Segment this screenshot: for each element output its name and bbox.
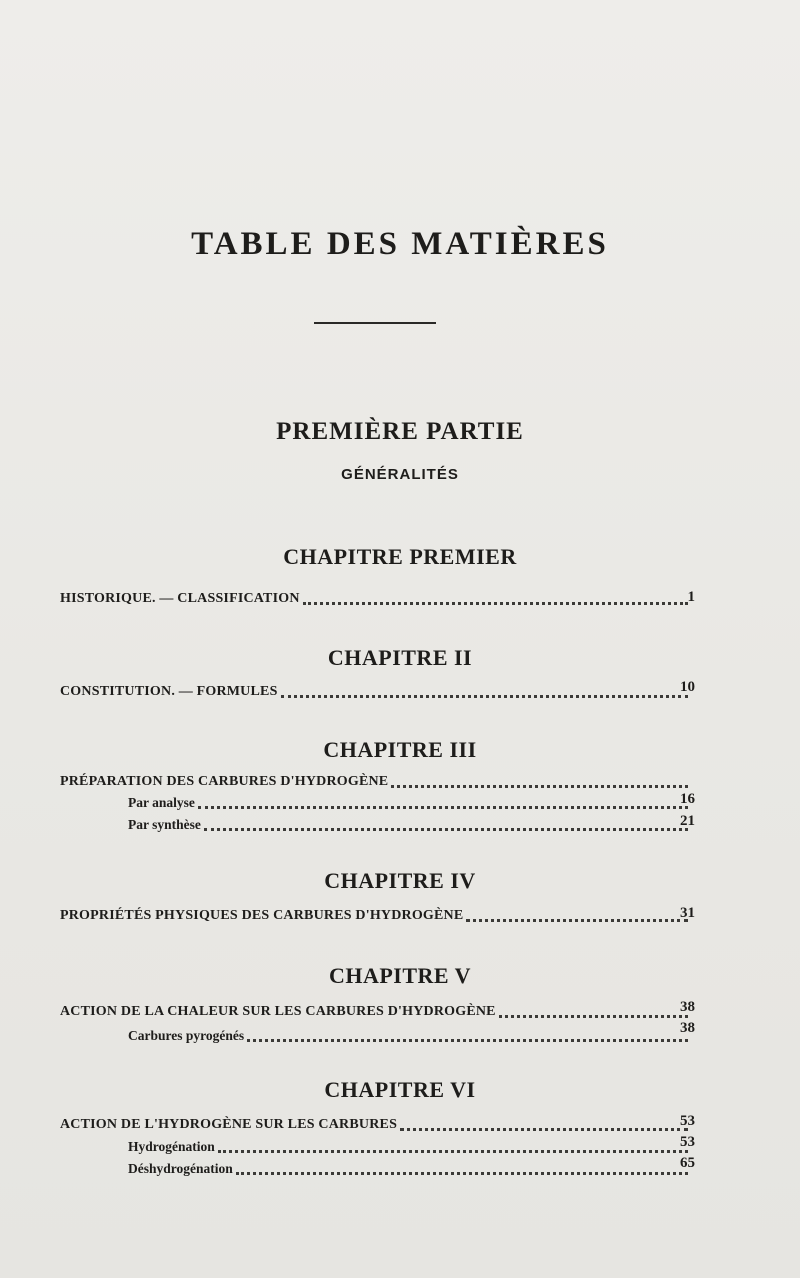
toc-entry [60, 683, 692, 701]
toc-entry-label: ACTION DE LA CHALEUR SUR LES CARBURES D'HYDROGÈNE [60, 1004, 496, 1019]
dot-leader [499, 1015, 688, 1018]
toc-entry [128, 1138, 692, 1156]
dot-leader [281, 695, 688, 698]
toc-entry [60, 590, 692, 608]
dot-leader [400, 1128, 688, 1131]
title-divider [314, 322, 436, 324]
toc-page-number: 53 [680, 1134, 695, 1150]
toc-page-number: 53 [680, 1113, 695, 1129]
toc-entry [128, 1160, 692, 1178]
part-subtitle: GÉNÉRALITÉS [341, 466, 459, 483]
toc-page-number: 21 [680, 813, 695, 829]
toc-page-number: 16 [680, 791, 695, 807]
toc-entry-label: CONSTITUTION. — FORMULES [60, 684, 278, 699]
chapter-title-2: CHAPITRE II [327, 645, 473, 670]
dot-leader [236, 1172, 688, 1175]
toc-entry-label: Par analyse [128, 795, 195, 810]
toc-entry-label: PROPRIÉTÉS PHYSIQUES DES CARBURES D'HYDROGÈNE [60, 908, 464, 923]
part-title: PREMIÈRE PARTIE [276, 418, 524, 445]
toc-page-number: 65 [680, 1155, 695, 1171]
toc-entry [60, 1003, 692, 1021]
dot-leader [204, 828, 688, 831]
dot-leader [466, 919, 688, 922]
chapter-title-3: CHAPITRE III [323, 737, 477, 762]
chapter-title-6: CHAPITRE VI [324, 1077, 476, 1102]
toc-entry-label: HISTORIQUE. — CLASSIFICATION [60, 591, 300, 606]
toc-page-number: 38 [680, 999, 695, 1015]
toc-entry [60, 1116, 692, 1134]
chapter-title-4: CHAPITRE IV [324, 868, 476, 893]
dot-leader [391, 785, 688, 788]
toc-page-number: 10 [680, 679, 695, 695]
toc-entry-label: Déshydrogénation [128, 1161, 233, 1176]
toc-entry [128, 816, 692, 834]
chapter-title-1: CHAPITRE PREMIER [283, 544, 517, 569]
toc-entry [128, 1027, 692, 1045]
toc-page-number: 31 [680, 905, 695, 921]
toc-entry [60, 773, 692, 791]
dot-leader [303, 602, 688, 605]
toc-page-number: 1 [687, 589, 695, 605]
toc-entry-label: Hydrogénation [128, 1139, 215, 1154]
toc-entry [60, 907, 692, 925]
toc-entry-label: Par synthèse [128, 817, 201, 832]
chapter-title-5: CHAPITRE V [328, 963, 472, 988]
dot-leader [198, 806, 688, 809]
toc-entry-label: PRÉPARATION DES CARBURES D'HYDROGÈNE [60, 774, 389, 789]
toc-entry-label: Carbures pyrogénés [128, 1028, 245, 1043]
toc-entry-label: ACTION DE L'HYDROGÈNE SUR LES CARBURES [60, 1117, 398, 1132]
page-title: TABLE DES MATIÈRES [191, 226, 609, 262]
dot-leader [247, 1039, 688, 1042]
toc-page-number: 38 [680, 1020, 695, 1036]
toc-entry [128, 794, 692, 812]
dot-leader [218, 1150, 688, 1153]
